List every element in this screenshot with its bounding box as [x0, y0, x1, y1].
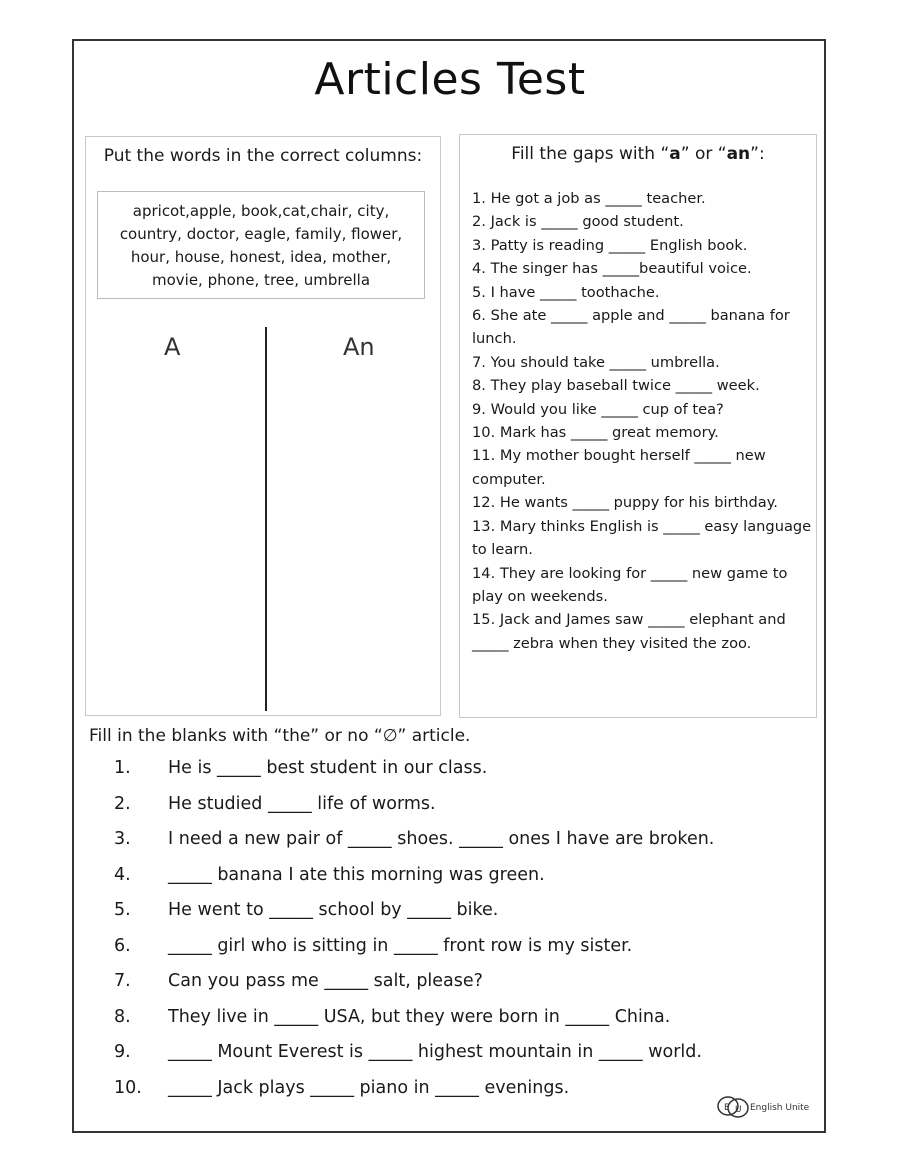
list-item: 4. The singer has _____beautiful voice.	[472, 260, 752, 278]
list-item	[0, 1004, 900, 1040]
fill-gaps-heading	[460, 144, 816, 164]
list-item	[0, 933, 900, 969]
list-item: 3. Patty is reading _____ English book.	[472, 236, 748, 254]
item-number: 3.	[114, 829, 131, 849]
item-text: He went to _____ school by _____ bike.	[168, 900, 499, 920]
list-item: 14. They are looking for _____ new game to play on weekends.	[472, 564, 788, 605]
item-text: _____ girl who is sitting in _____ front row is my sister.	[168, 935, 633, 956]
item-text: _____ Jack plays _____ piano in _____ evenings.	[168, 1077, 570, 1098]
list-item: 7. You should take _____ umbrella.	[472, 353, 720, 371]
list-item: 12. He wants _____ puppy for his birthday.	[472, 494, 778, 512]
list-item: 5. I have _____ toothache.	[472, 283, 660, 301]
list-item: 11. My mother bought herself _____ new computer.	[472, 447, 766, 488]
list-item: 1. He got a job as _____ teacher.	[472, 190, 706, 207]
heading-text-pre: Fill the gaps with “	[511, 144, 670, 164]
list-item: 13. Mary thinks English is _____ easy language to learn.	[472, 517, 812, 559]
item-number: 6.	[114, 935, 131, 956]
list-item	[0, 1039, 900, 1075]
fill-gaps-list	[472, 187, 812, 655]
item-number: 2.	[114, 793, 131, 814]
the-article-list	[0, 755, 900, 1110]
item-number: 5.	[114, 900, 131, 920]
item-number: 1.	[114, 758, 131, 778]
svg-text:E: E	[724, 1103, 730, 1113]
list-item	[0, 826, 900, 862]
heading-text-post: ”:	[750, 144, 765, 164]
svg-text:U: U	[735, 1105, 742, 1115]
list-item: 10. Mark has _____ great memory.	[472, 424, 719, 442]
item-text: _____ banana I ate this morning was green.	[168, 864, 545, 885]
item-number: 8.	[114, 1006, 131, 1027]
list-item	[0, 897, 900, 933]
heading-text-mid: ” or “	[680, 144, 727, 164]
sort-words-heading: Put the words in the correct columns:	[103, 146, 423, 166]
word-bank: apricot,apple, book,cat,chair, city, country, doctor, eagle, family, flower, hour, house, honest, idea, mother, movie, phone, tree, umbrella	[97, 191, 425, 299]
item-text: _____ Mount Everest is _____ highest mountain in _____ world.	[168, 1042, 702, 1062]
item-text: I need a new pair of _____ shoes. _____ ones I have are broken.	[168, 829, 715, 849]
fill-gaps-section	[459, 134, 817, 718]
item-text: They live in _____ USA, but they were born in _____ China.	[168, 1006, 671, 1027]
column-a-header: A	[164, 333, 181, 361]
page-title: Articles Test	[314, 54, 586, 105]
item-text: He is _____ best student in our class.	[168, 758, 488, 778]
item-text: Can you pass me _____ salt, please?	[168, 971, 483, 991]
heading-a-word: a	[669, 144, 681, 164]
logo-text: English Unite	[750, 1103, 810, 1113]
item-number: 10.	[114, 1077, 142, 1098]
item-number: 4.	[114, 864, 131, 885]
list-item: 15. Jack and James saw _____ elephant and _____ zebra when they visited the zoo.	[472, 611, 786, 652]
column-an-header: An	[343, 333, 375, 361]
item-number: 9.	[114, 1042, 131, 1062]
list-item	[0, 791, 900, 827]
list-item	[0, 968, 900, 1004]
sort-words-section	[85, 136, 441, 716]
list-item: 8. They play baseball twice _____ week.	[472, 377, 760, 395]
list-item	[0, 862, 900, 898]
column-divider	[265, 327, 267, 711]
item-number: 7.	[114, 971, 131, 991]
list-item: 6. She ate _____ apple and _____ banana for lunch.	[472, 307, 790, 348]
list-item: 2. Jack is _____ good student.	[472, 213, 684, 231]
the-article-heading: Fill in the blanks with “the” or no “∅” article.	[89, 726, 471, 746]
item-text: He studied _____ life of worms.	[168, 793, 436, 814]
list-item	[0, 755, 900, 791]
list-item: 9. Would you like _____ cup of tea?	[472, 400, 724, 418]
heading-an-word: an	[726, 144, 751, 164]
